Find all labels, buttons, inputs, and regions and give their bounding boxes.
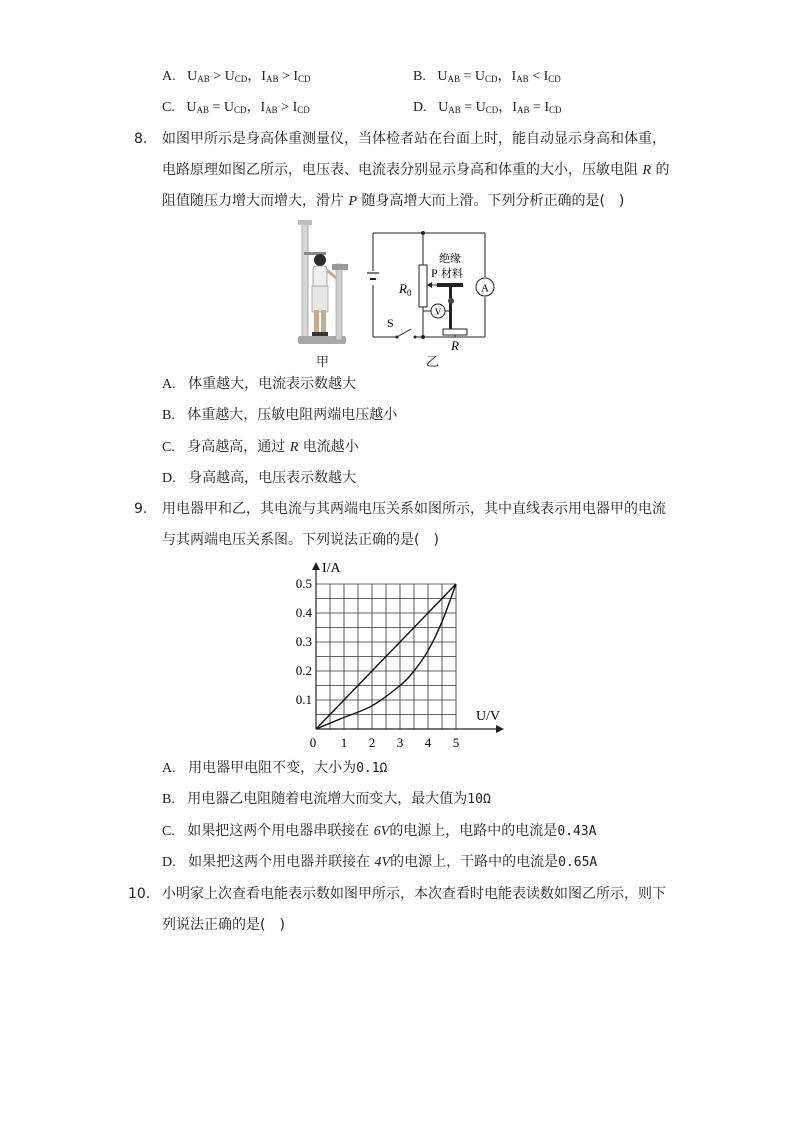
current-voltage-chart bbox=[280, 556, 510, 756]
q9-option-a-letter: A. bbox=[162, 761, 176, 776]
q9-option-d-mid: 的电源上，干路中的电流是 bbox=[390, 854, 559, 870]
q9-option-b-pre: 用电器乙电阻随着电流增大而变大，最大值为 bbox=[187, 791, 468, 807]
q8-option-c-r: R bbox=[289, 440, 299, 455]
q9-option-b-letter: B. bbox=[162, 792, 175, 807]
chart-axes bbox=[312, 562, 504, 733]
q9-number: 9. bbox=[134, 501, 148, 517]
q9-stem-line-2: 与其两端电压关系图。下列说法正确的是( ) bbox=[162, 532, 439, 548]
q9-option-d[interactable] bbox=[162, 852, 597, 873]
q7-option-a[interactable] bbox=[162, 67, 311, 89]
q8-option-a[interactable] bbox=[162, 374, 356, 395]
x-tick-label: 5 bbox=[452, 735, 460, 750]
q8-option-c[interactable] bbox=[162, 437, 359, 458]
q9-option-d-voltage: 4V bbox=[374, 855, 391, 870]
q8-option-b-text: 体重越大，压敏电阻两端电压越小 bbox=[187, 407, 398, 423]
q10-stem-line-2: 列说法正确的是( ) bbox=[162, 917, 285, 933]
x-tick-label: 1 bbox=[340, 735, 348, 750]
q7-option-a-text: $U_{AB} > U_{CD}$，$I_{AB} > I_{CD}$ bbox=[187, 69, 311, 84]
q8-option-d-text: 身高越高，电压表示数越大 bbox=[188, 470, 357, 486]
q9-option-a[interactable] bbox=[162, 758, 387, 779]
r0-label-sub: 0 bbox=[406, 288, 412, 298]
q8-option-a-letter: A. bbox=[162, 377, 176, 392]
q9-option-c-text bbox=[187, 823, 596, 839]
q8-option-d[interactable] bbox=[162, 468, 356, 489]
x-tick-label: 0 bbox=[309, 735, 317, 750]
q7-option-c-text: $U_{AB} = U_{CD}$，$I_{AB} > I_{CD}$ bbox=[186, 100, 310, 115]
y-axis-label: I/A bbox=[322, 561, 341, 576]
circuit-diagram bbox=[355, 225, 495, 350]
r-label: R bbox=[451, 338, 459, 350]
y-axis-arrow bbox=[312, 562, 320, 570]
r0-label-main: R bbox=[399, 281, 407, 296]
q9-stem-line-1: 用电器甲和乙，其电流与其两端电压关系如图所示，其中直线表示用电器甲的电流 bbox=[162, 501, 666, 517]
x-tick-label: 4 bbox=[424, 735, 432, 750]
q7-option-c-letter: C. bbox=[162, 100, 175, 115]
q8-stem-line-3a: 阻值随压力增大而增大，滑片 bbox=[162, 193, 349, 209]
q8-option-c-text bbox=[187, 439, 358, 455]
q8-stem-line-2 bbox=[162, 160, 669, 181]
q7-option-d[interactable] bbox=[413, 98, 562, 120]
x-axis-arrow bbox=[496, 725, 504, 733]
q9-option-c[interactable] bbox=[162, 821, 596, 842]
q7-option-d-text: $U_{AB} = U_{CD}$，$I_{AB} = I_{CD}$ bbox=[438, 100, 562, 115]
figure-jia-label: 甲 bbox=[316, 355, 330, 370]
q9-option-a-text bbox=[188, 760, 387, 776]
q9-option-d-letter: D. bbox=[162, 855, 176, 870]
q8-option-d-letter: D. bbox=[162, 471, 176, 486]
q8-number: 8. bbox=[134, 131, 148, 147]
y-tick-label: 0.3 bbox=[295, 634, 312, 649]
q10-number: 10. bbox=[128, 886, 151, 902]
x-tick-label: 2 bbox=[368, 735, 376, 750]
q8-stem-line-2a: 电路原理如图乙所示，电压表、电流表分别显示身高和体重的大小，压敏电阻 bbox=[162, 162, 643, 178]
q7-option-d-letter: D. bbox=[413, 100, 427, 115]
q8-option-c-post: 电流越小 bbox=[298, 439, 359, 455]
height-weight-scale-illustration bbox=[290, 218, 360, 348]
q9-option-b-value: 10Ω bbox=[467, 792, 491, 807]
q9-option-d-text bbox=[188, 854, 597, 870]
q7-option-b-letter: B. bbox=[413, 69, 426, 84]
voltmeter-symbol: V bbox=[434, 307, 442, 317]
q8-stem-line-1: 如图甲所示是身高体重测量仪，当体检者站在台面上时，能自动显示身高和体重， bbox=[162, 131, 666, 147]
q9-option-c-mid: 的电源上，电路中的电流是 bbox=[389, 823, 558, 839]
q9-option-b[interactable] bbox=[162, 789, 491, 810]
q7-option-c[interactable] bbox=[162, 98, 310, 120]
q9-option-a-pre: 用电器甲电阻不变，大小为 bbox=[188, 760, 357, 776]
y-tick-label: 0.1 bbox=[295, 692, 312, 707]
q8-option-c-pre: 身高越高，通过 bbox=[187, 439, 290, 455]
q8-stem-r: R bbox=[642, 163, 652, 178]
figure-yi-label: 乙 bbox=[426, 355, 440, 370]
q9-option-c-pre: 如果把这两个用电器串联接在 bbox=[187, 823, 374, 839]
q8-option-b-letter: B. bbox=[162, 408, 175, 423]
r0-label bbox=[398, 281, 412, 298]
q9-option-a-value: 0.1Ω bbox=[356, 761, 388, 776]
q9-option-c-value: 0.43A bbox=[557, 824, 597, 839]
q9-option-c-letter: C. bbox=[162, 824, 175, 839]
insulator-label-1: 绝缘 bbox=[439, 253, 461, 265]
q9-option-d-value: 0.65A bbox=[558, 855, 598, 870]
slider-p-label: P bbox=[431, 266, 438, 280]
q10-stem-line-1: 小明家上次查看电能表示数如图甲所示，本次查看时电能表读数如图乙所示，则下 bbox=[162, 886, 666, 902]
q8-option-a-text: 体重越大，电流表示数越大 bbox=[188, 376, 357, 392]
ammeter-symbol: A bbox=[481, 282, 489, 295]
q9-option-d-pre: 如果把这两个用电器并联接在 bbox=[188, 854, 375, 870]
q9-option-c-voltage: 6V bbox=[373, 824, 390, 839]
q8-option-c-letter: C. bbox=[162, 440, 175, 455]
q7-option-b-text: $U_{AB} = U_{CD}$，$I_{AB} < I_{CD}$ bbox=[437, 69, 561, 84]
x-axis-label: U/V bbox=[476, 709, 501, 724]
q8-stem-line-2c: 的 bbox=[651, 162, 670, 178]
insulator-label-2: 材料 bbox=[441, 268, 463, 280]
x-tick-label: 3 bbox=[396, 735, 404, 750]
q7-option-b[interactable] bbox=[413, 67, 561, 89]
q8-stem-p: P bbox=[348, 194, 358, 209]
q7-option-a-letter: A. bbox=[162, 69, 176, 84]
q9-option-b-text bbox=[187, 791, 490, 807]
y-tick-label: 0.2 bbox=[295, 663, 312, 678]
y-tick-label: 0.5 bbox=[295, 576, 312, 591]
q8-stem-line-3 bbox=[162, 191, 624, 212]
q8-stem-line-3c: 随身高增大而上滑。下列分析正确的是( ) bbox=[357, 193, 625, 209]
q8-option-b[interactable] bbox=[162, 405, 397, 426]
switch-label: S bbox=[387, 316, 394, 330]
y-tick-label: 0.4 bbox=[295, 605, 312, 620]
